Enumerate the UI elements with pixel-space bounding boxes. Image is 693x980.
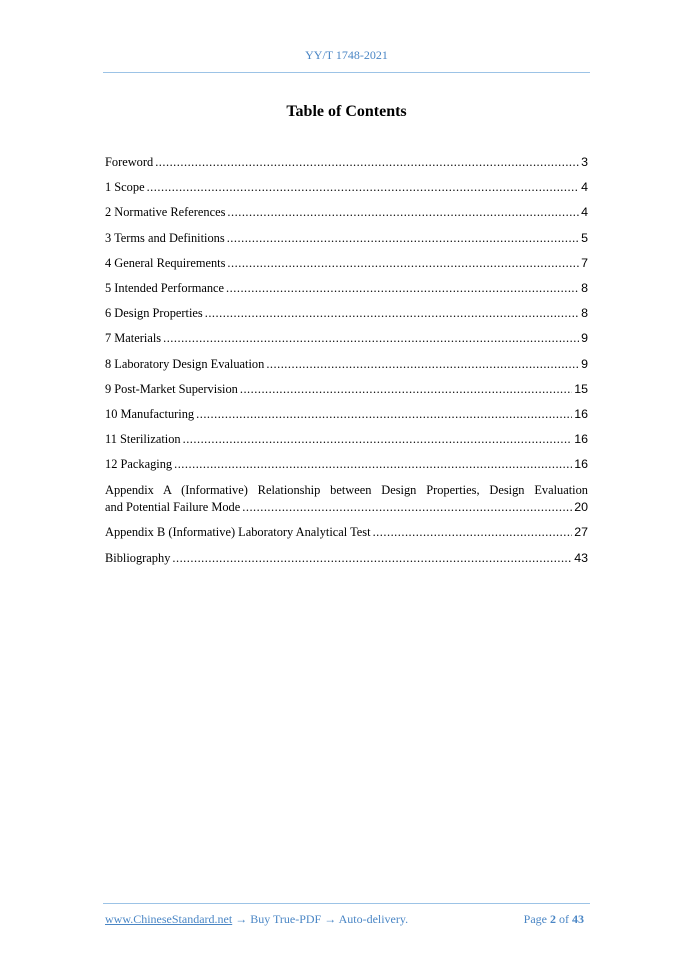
toc-entry-page: 27 bbox=[574, 525, 588, 540]
footer-promo bbox=[105, 912, 408, 927]
toc-entry-label: 4 General Requirements bbox=[105, 255, 226, 270]
table-of-contents bbox=[105, 155, 588, 576]
dot-leader bbox=[266, 357, 579, 372]
page-indicator bbox=[524, 912, 584, 927]
toc-entry-label: 11 Sterilization bbox=[105, 432, 181, 447]
total-page-count: 43 bbox=[572, 912, 584, 926]
toc-entry-page: 16 bbox=[574, 406, 588, 421]
toc-entry-label: 3 Terms and Definitions bbox=[105, 230, 225, 245]
toc-entry-page: 9 bbox=[581, 356, 588, 371]
dot-leader bbox=[205, 306, 579, 321]
toc-entry-post-market-supervision[interactable] bbox=[105, 382, 588, 407]
toc-entry-appendix-b[interactable] bbox=[105, 525, 588, 550]
toc-entry-materials[interactable] bbox=[105, 331, 588, 356]
toc-entry-label: Appendix A (Informative) Relationship between Design Properties, Design Evaluation bbox=[105, 483, 588, 498]
current-page-number: 2 bbox=[550, 912, 556, 926]
toc-entry-label: Appendix B (Informative) Laboratory Analytical Test bbox=[105, 525, 371, 540]
toc-entry-page: 43 bbox=[574, 550, 588, 565]
toc-entry-label: 6 Design Properties bbox=[105, 306, 203, 321]
toc-entry-intended-performance[interactable] bbox=[105, 281, 588, 306]
toc-entry-page: 20 bbox=[574, 500, 588, 515]
toc-entry-label: 8 Laboratory Design Evaluation bbox=[105, 356, 265, 371]
toc-entry-label: 12 Packaging bbox=[105, 457, 173, 472]
toc-entry-page: 16 bbox=[574, 432, 588, 447]
dot-leader bbox=[174, 457, 572, 472]
toc-entry-page: 8 bbox=[581, 280, 588, 295]
toc-entry-scope[interactable] bbox=[105, 180, 588, 205]
page-prefix: Page bbox=[523, 912, 547, 926]
dot-leader bbox=[155, 155, 579, 170]
running-header: YY/T 1748-2021 bbox=[305, 48, 388, 62]
toc-entry-general-requirements[interactable] bbox=[105, 256, 588, 281]
toc-entry-page: 15 bbox=[574, 381, 588, 396]
toc-entry-design-properties[interactable] bbox=[105, 306, 588, 331]
toc-entry-page: 5 bbox=[581, 230, 588, 245]
toc-entry-label-continued: and Potential Failure Mode bbox=[105, 500, 241, 515]
toc-entry-foreword[interactable] bbox=[105, 155, 588, 180]
toc-entry-page: 3 bbox=[581, 155, 588, 169]
toc-entry-label: Bibliography bbox=[105, 550, 171, 565]
footer-divider bbox=[103, 903, 590, 904]
header-divider bbox=[103, 72, 590, 73]
toc-entry-label: 7 Materials bbox=[105, 331, 162, 346]
toc-entry-normative-references[interactable] bbox=[105, 205, 588, 230]
toc-entry-page: 4 bbox=[581, 180, 588, 195]
footer-promo-text: → Buy True-PDF → Auto-delivery. bbox=[232, 912, 409, 926]
toc-entry-appendix-a[interactable] bbox=[105, 482, 588, 525]
toc-entry-manufacturing[interactable] bbox=[105, 407, 588, 432]
dot-leader bbox=[227, 256, 579, 271]
toc-entry-sterilization[interactable] bbox=[105, 432, 588, 457]
toc-entry-label: 1 Scope bbox=[105, 180, 145, 195]
toc-entry-bibliography[interactable] bbox=[105, 551, 588, 576]
toc-entry-terms-definitions[interactable] bbox=[105, 231, 588, 256]
toc-entry-label: Foreword bbox=[105, 155, 154, 169]
toc-entry-page: 7 bbox=[581, 255, 588, 270]
dot-leader bbox=[373, 525, 573, 540]
toc-entry-packaging[interactable] bbox=[105, 457, 588, 482]
dot-leader bbox=[163, 331, 579, 346]
toc-entry-page: 9 bbox=[581, 331, 588, 346]
toc-entry-label: 10 Manufacturing bbox=[105, 406, 195, 421]
dot-leader bbox=[227, 231, 579, 246]
site-link[interactable]: www.ChineseStandard.net bbox=[105, 912, 233, 926]
toc-entry-label: 2 Normative References bbox=[105, 205, 226, 220]
dot-leader bbox=[147, 180, 580, 195]
toc-entry-page: 8 bbox=[581, 306, 588, 321]
dot-leader bbox=[240, 382, 572, 397]
page-title: Table of Contents bbox=[286, 103, 407, 120]
dot-leader bbox=[227, 205, 579, 220]
toc-entry-laboratory-design-evaluation[interactable] bbox=[105, 357, 588, 382]
toc-entry-page: 16 bbox=[574, 457, 588, 472]
dot-leader bbox=[196, 407, 572, 422]
dot-leader bbox=[226, 281, 579, 296]
toc-entry-page: 4 bbox=[581, 205, 588, 220]
toc-entry-label: 5 Intended Performance bbox=[105, 280, 225, 295]
toc-entry-label: 9 Post-Market Supervision bbox=[105, 381, 238, 396]
dot-leader bbox=[242, 499, 572, 516]
dot-leader bbox=[183, 432, 573, 447]
page-of: of bbox=[559, 912, 569, 926]
dot-leader bbox=[172, 551, 572, 566]
